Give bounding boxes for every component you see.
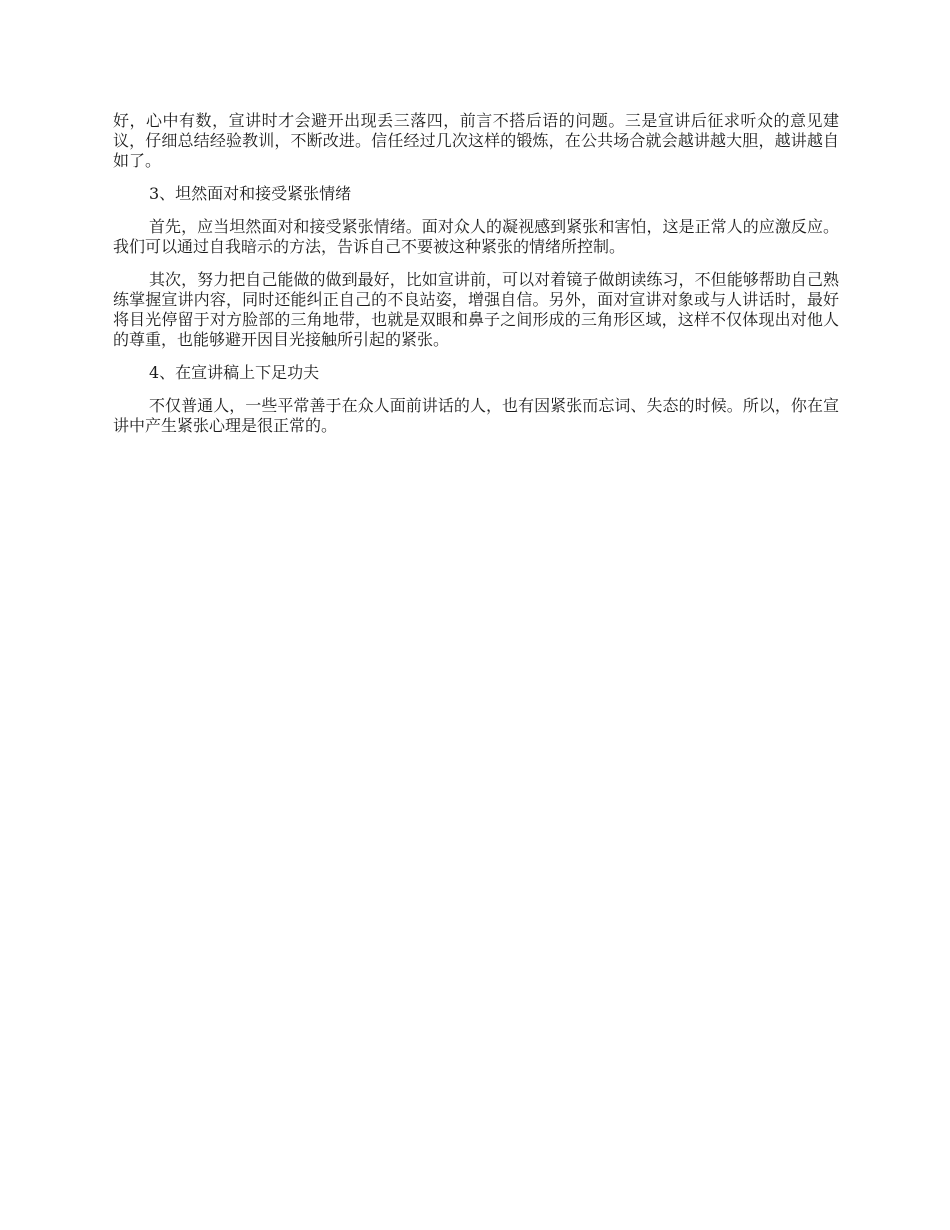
paragraph-accept-nervousness: 首先，应当坦然面对和接受紧张情绪。面对众人的凝视感到紧张和害怕，这是正常人的应激反应。我们可以通过自我暗示的方法，告诉自己不要被这种紧张的情绪所控制。 — [113, 217, 839, 256]
document-page — [113, 111, 839, 449]
paragraph-do-your-best: 其次，努力把自己能做的做到最好，比如宣讲前，可以对着镜子做朗读练习，不但能够帮助自己熟练掌握宣讲内容，同时还能纠正自己的不良站姿，增强自信。另外，面对宣讲对象或与人讲话时，最好将目光停留于对方脸部的三角地带，也就是双眼和鼻子之间形成的三角形区域，这样不仅体现出对他人的尊重，也能够避开因目光接触所引起的紧张。 — [113, 270, 839, 349]
paragraph-speech-draft: 不仅普通人，一些平常善于在众人面前讲话的人，也有因紧张而忘词、失态的时候。所以，你在宣讲中产生紧张心理是很正常的。 — [113, 396, 839, 435]
paragraph-continuation: 好，心中有数，宣讲时才会避开出现丢三落四，前言不搭后语的问题。三是宣讲后征求听众的意见建议，仔细总结经验教训，不断改进。信任经过几次这样的锻炼，在公共场合就会越讲越大胆，越讲越自如了。 — [113, 111, 839, 170]
section-heading-3: 3、坦然面对和接受紧张情绪 — [149, 184, 352, 203]
section-heading-4: 4、在宣讲稿上下足功夫 — [149, 363, 320, 382]
